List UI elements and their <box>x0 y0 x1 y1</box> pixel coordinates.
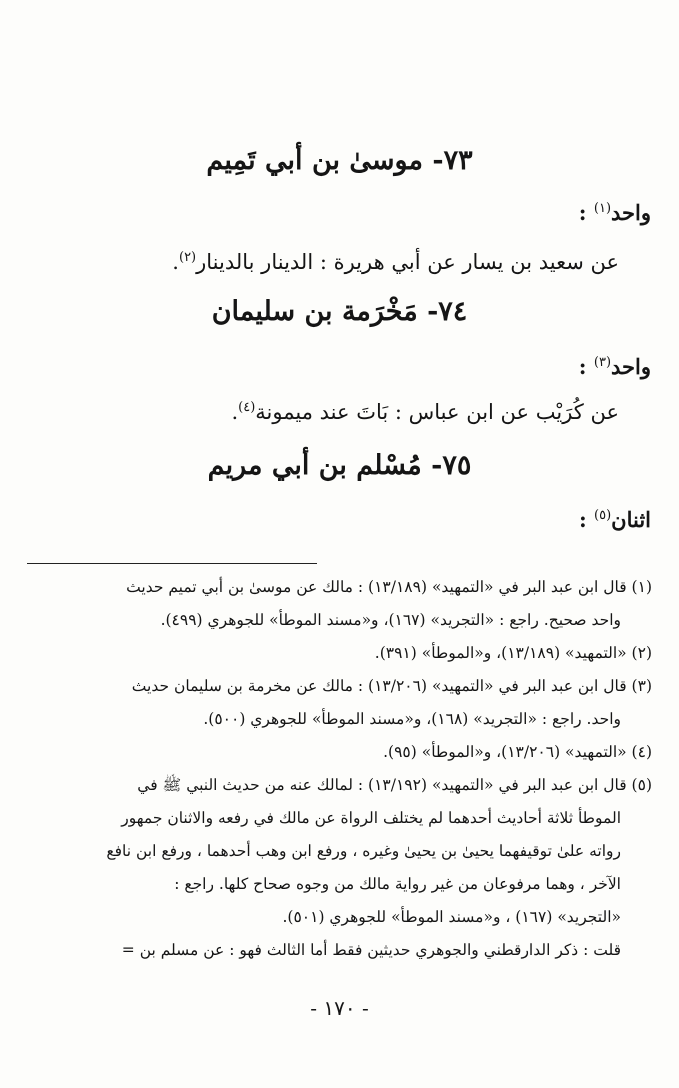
footnote-ref: (٤) <box>238 400 256 415</box>
entry-text-73 <box>172 250 619 274</box>
label-colon: : <box>578 354 587 379</box>
entry-heading-75: ٧٥- مُسْلم بن أبي مريم <box>207 450 472 481</box>
label-text: اثنان <box>611 507 651 532</box>
label-colon: : <box>578 507 587 532</box>
footnote-ref: (٣) <box>593 355 612 370</box>
label-text: واحد <box>611 354 651 379</box>
footnote-line: (٣) قال ابن عبد البر في «التمهيد» (١٣/٢٠٦) : مالك عن مخرمة بن سليمان حديث <box>131 677 652 695</box>
footnote-line: الآخر ، وهما مرفوعان من غير رواية مالك من وجوه صحاح كلها. راجع : <box>174 875 621 893</box>
label-colon: : <box>578 200 587 225</box>
footnote-line: (٤) «التمهيد» (١٣/٢٠٦)، و«الموطأ» (٩٥). <box>383 743 652 761</box>
footnote-line: واحد. راجع : «التجريد» (١٦٨)، و«مسند الموطأ» للجوهري (٥٠٠). <box>203 710 621 728</box>
narration-text: عن سعيد بن يسار عن أبي هريرة : الدينار بالدينار <box>196 250 619 274</box>
footnote-line: قلت : ذكر الدارقطني والجوهري حديثين فقط أما الثالث فهو : عن مسلم بن = <box>121 941 621 959</box>
entry-label-75 <box>579 507 651 532</box>
footnote-separator <box>27 563 317 564</box>
label-text: واحد <box>611 200 651 225</box>
narration-text: عن كُرَيْب عن ابن عباس : بَاتَ عند ميمونة <box>255 400 619 424</box>
footnote-ref: (٥) <box>594 508 612 523</box>
page-number: - ١٧٠ - <box>310 996 369 1020</box>
end-period: . <box>172 250 179 274</box>
footnote-line: الموطأ ثلاثة أحاديث أحدهما لم يختلف الرواة عن مالك في رفعه والاثنان جمهور <box>121 809 621 827</box>
end-period: . <box>231 400 239 424</box>
footnote-line: (٥) قال ابن عبد البر في «التمهيد» (١٣/١٩٢) : لمالك عنه من حديث النبي ﷺ في <box>137 776 652 794</box>
entry-label-74 <box>579 354 651 379</box>
entry-text-74 <box>231 400 619 424</box>
entry-heading-73: ٧٣- موسىٰ بن أبي تَمِيم <box>206 145 473 176</box>
footnote-line: (١) قال ابن عبد البر في «التمهيد» (١٣/١٨٩) : مالك عن موسىٰ بن أبي تميم حديث <box>126 578 652 596</box>
footnote-ref: (٢) <box>178 250 197 265</box>
footnote-ref: (١) <box>593 201 612 216</box>
footnote-line: واحد صحيح. راجع : «التجريد» (١٦٧)، و«مسند الموطأ» للجوهري (٤٩٩). <box>160 611 621 629</box>
footnote-line: «التجريد» (١٦٧) ، و«مسند الموطأ» للجوهري (٥٠١). <box>282 908 621 926</box>
footnote-line: رواته علىٰ توقيفهما يحيىٰ بن يحيىٰ وغيره ، ورفع ابن وهب أحدهما ، ورفع ابن نافع <box>106 842 621 860</box>
entry-heading-74: ٧٤- مَخْرَمة بن سليمان <box>211 296 468 327</box>
footnote-line: (٢) «التمهيد» (١٣/١٨٩)، و«الموطأ» (٣٩١). <box>374 644 652 662</box>
entry-label-73 <box>579 200 651 225</box>
